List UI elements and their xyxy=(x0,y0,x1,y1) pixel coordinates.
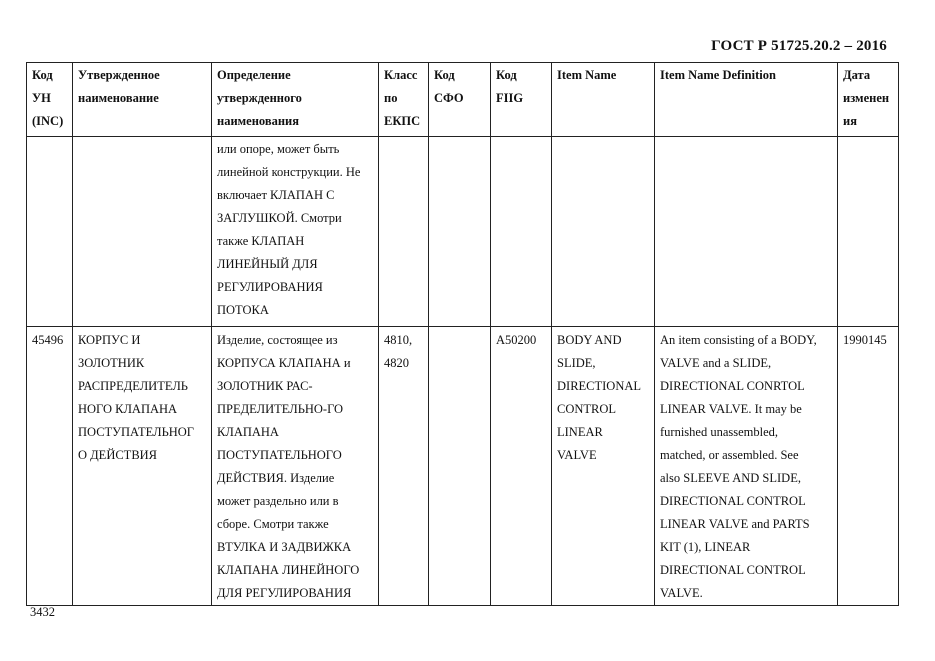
cell-approved-name: КОРПУС И ЗОЛОТНИК РАСПРЕДЕЛИТЕЛЬ НОГО КЛАПАНА ПОСТУПАТЕЛЬНОГ О ДЕЙСТВИЯ xyxy=(73,327,212,606)
cell-item-name-definition xyxy=(655,137,838,327)
cell-ekps-class: 4810, 4820 xyxy=(379,327,429,606)
cell-sfo-code xyxy=(429,137,491,327)
header-definition: Определение утвержденного наименования xyxy=(212,63,379,137)
header-item-name-definition: Item Name Definition xyxy=(655,63,838,137)
cell-inc xyxy=(27,137,73,327)
cell-ekps-class xyxy=(379,137,429,327)
header-fiig-code: Код FIIG xyxy=(491,63,552,137)
table-header-row xyxy=(27,63,899,137)
header-inc: Код УН (INC) xyxy=(27,63,73,137)
cell-item-name-definition: An item consisting of a BODY, VALVE and a SLIDE, DIRECTIONAL CONRTOL LINEAR VALVE. It may be furnished unassembled, matched, or assembled. See also SLEEVE AND SLIDE, DIRECTIONAL CONTROL LINEAR VALVE and PARTS KIT (1), LINEAR DIRECTIONAL CONTROL VALVE. xyxy=(655,327,838,606)
page-number: 3432 xyxy=(30,605,55,619)
header-ekps-class: Класс по ЕКПС xyxy=(379,63,429,137)
cell-definition: Изделие, состоящее из КОРПУСА КЛАПАНА и ЗОЛОТНИК РАС- ПРЕДЕЛИТЕЛЬНО-ГО КЛАПАНА ПОСТУПАТЕЛЬНОГО ДЕЙСТВИЯ. Изделие может раздельно или в сборе. Смотри также ВТУЛКА И ЗАДВИЖКА КЛАПАНА ЛИНЕЙНОГО ДЛЯ РЕГУЛИРОВАНИЯ xyxy=(212,327,379,606)
cell-item-name: BODY AND SLIDE, DIRECTIONAL CONTROL LINEAR VALVE xyxy=(552,327,655,606)
header-sfo-code: Код СФО xyxy=(429,63,491,137)
cell-fiig-code: A50200 xyxy=(491,327,552,606)
document-standard-code: ГОСТ Р 51725.20.2 – 2016 xyxy=(711,38,887,54)
cell-item-name xyxy=(552,137,655,327)
table-row xyxy=(27,137,899,327)
cell-definition: или опоре, может быть линейной конструкции. Не включает КЛАПАН С ЗАГЛУШКОЙ. Смотри также КЛАПАН ЛИНЕЙНЫЙ ДЛЯ РЕГУЛИРОВАНИЯ ПОТОКА xyxy=(212,137,379,327)
cell-inc: 45496 xyxy=(27,327,73,606)
header-approved-name: Утвержденное наименование xyxy=(73,63,212,137)
cell-change-date xyxy=(838,137,899,327)
header-item-name: Item Name xyxy=(552,63,655,137)
cell-change-date: 1990145 xyxy=(838,327,899,606)
classification-table xyxy=(26,62,899,606)
table-row xyxy=(27,327,899,606)
cell-approved-name xyxy=(73,137,212,327)
header-change-date: Дата изменен ия xyxy=(838,63,899,137)
cell-fiig-code xyxy=(491,137,552,327)
cell-sfo-code xyxy=(429,327,491,606)
